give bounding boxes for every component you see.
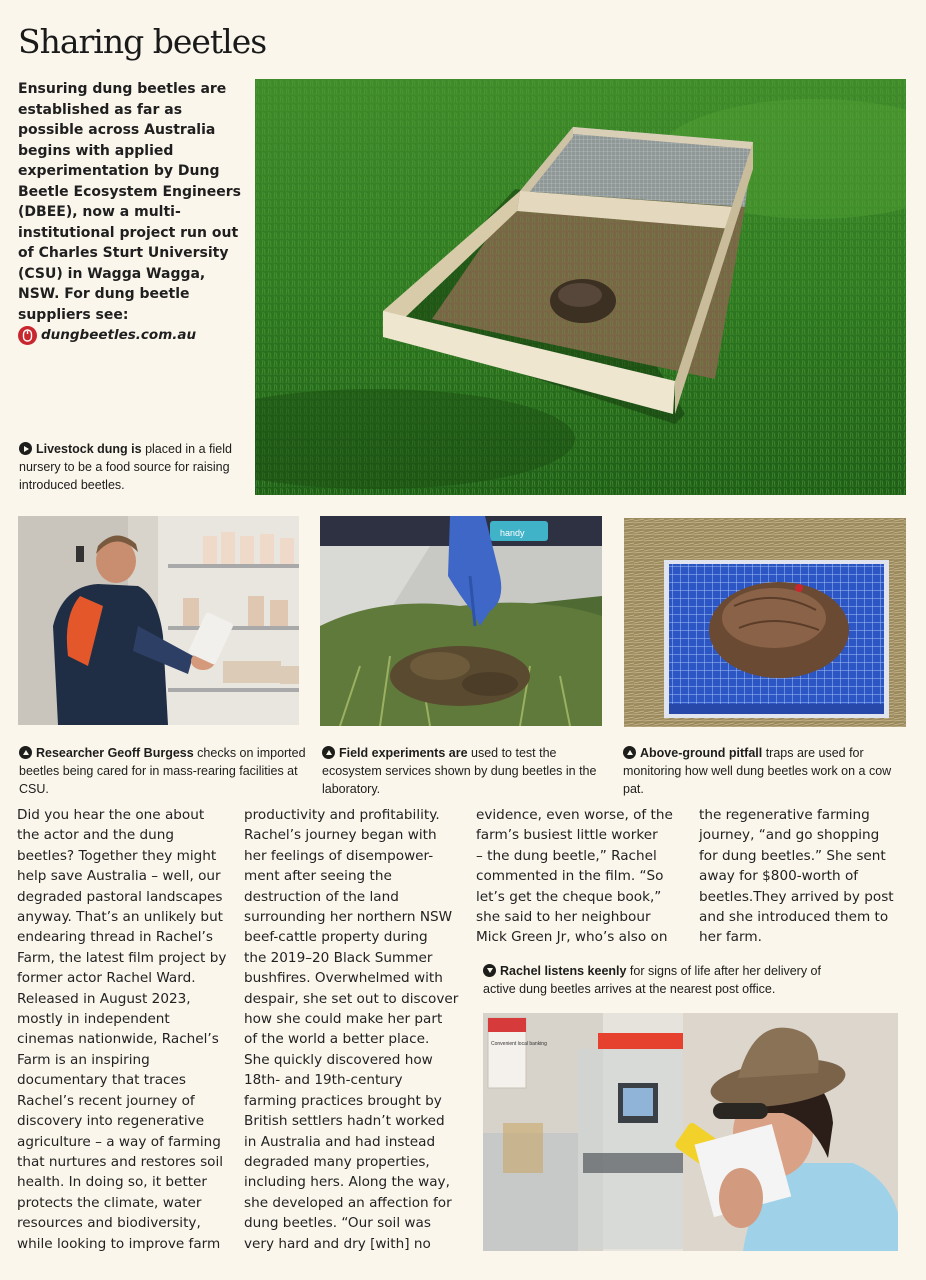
body-column-4: the regenerative farming journey, “and go shopping for dung beetles.” She sent away for $800-worth of beetles.They arrived by post and she introduced them to her farm. [699, 807, 894, 946]
body-column-1: Did you hear the one about the actor and the dung beetles? Together they might help save Australia – well, our degraded pastoral landscapes anyway. That’s an unlikely but endearing thread in Rachel’s Farm, the latest film project by former actor Rachel Ward. Released in August 2023, mostly in independent cinemas nationwide, Rachel’s Farm is an inspiring documentary that traces Rachel’s recent journey of discovery into regenerative agriculture – a way of farming that nurtures and restores soil health. In doing so, it better protects the climate, water resources and biodiversity, while looking to improve farm [17, 807, 227, 1252]
body-column-2: productivity and profitability. Rachel’s journey began with her feelings of disempower- ment after seeing the destruction of the land surrounding her northern NSW beef-cattle property during the 2019–20 Black Summer bushfires. Overwhelmed with despair, she set out to discover how she could make her part of the world a better place. She quickly discovered how 18th- and 19th-century farming practices brought by British settlers hadn’t worked in Australia and had instead degraded many properties, including hers. Along the way, she developed an affection for dung beetles. “Our soil was very hard and dry [with] no [244, 807, 459, 1252]
mouse-icon [18, 326, 37, 345]
rachel-post-office-photo [483, 1013, 898, 1251]
caption-field: Field experiments are used to test the ecosystem services shown by dung beetles in the laboratory. [322, 746, 597, 796]
intro-paragraph [18, 79, 244, 346]
caption-pitfall: Above-ground pitfall traps are used for monitoring how well dung beetles work on a cow pat. [623, 746, 892, 796]
caption-rachel: Rachel listens keenly for signs of life after her delivery of active dung beetles arrives at the nearest post office. [483, 964, 821, 996]
arrow-right-icon [19, 442, 32, 455]
pitfall-trap-photo [624, 518, 906, 727]
caption-researcher: Researcher Geoff Burgess checks on imported beetles being cared for in mass-rearing facilities at CSU. [19, 746, 306, 796]
caption-nursery: Livestock dung is placed in a field nursery to be a food source for raising introduced beetles. [19, 442, 232, 492]
arrow-up-icon [322, 746, 335, 759]
intro-text: Ensuring dung beetles are established as far as possible across Australia begins with applied experimentation by Dung Beetle Ecosystem Engineers (DBEE), now a multi-institutional project run out of Charles Sturt University (CSU) in Wagga Wagga, NSW. For dung beetle suppliers see: [18, 81, 241, 323]
shelf-sign-text: handy [500, 528, 525, 538]
supplier-link-row [18, 325, 244, 346]
field-experiment-photo [320, 516, 602, 726]
arrow-down-icon [483, 964, 496, 977]
researcher-photo [18, 516, 299, 725]
body-column-3: evidence, even worse, of the farm’s busiest little worker – the dung beetle,” Rachel commented in the film. “So let’s get the cheque book,” she said to her neighbour Mick Green Jr, who’s also on [476, 807, 673, 946]
page-title: Sharing beetles [18, 22, 267, 61]
poster-text: Convenient local banking [491, 1041, 547, 1047]
arrow-up-icon [623, 746, 636, 759]
arrow-up-icon [19, 746, 32, 759]
supplier-link[interactable]: dungbeetles.com.au [41, 327, 197, 343]
nursery-box-photo [255, 79, 906, 495]
